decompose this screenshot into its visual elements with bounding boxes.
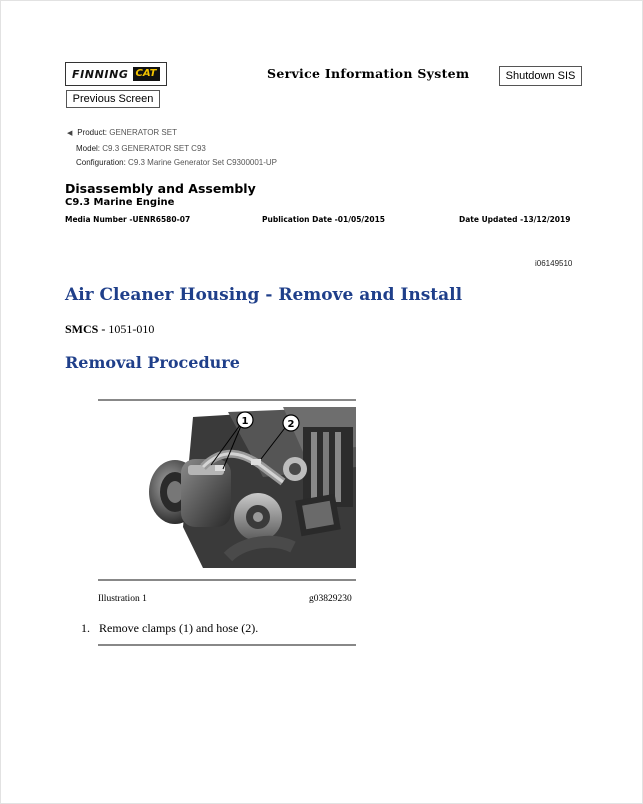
graphic-id: g03829230 bbox=[309, 594, 352, 604]
model-label: Model: bbox=[76, 143, 101, 153]
engine-photo bbox=[133, 407, 356, 568]
callout-2-label: 2 bbox=[287, 419, 295, 430]
finning-cat-logo bbox=[65, 62, 167, 86]
product-value: GENERATOR SET bbox=[109, 128, 177, 137]
engine-illustration bbox=[133, 407, 356, 568]
breadcrumb bbox=[67, 126, 277, 171]
smcs-label: SMCS - bbox=[65, 322, 106, 336]
cat-badge: CAT bbox=[133, 67, 160, 81]
product-label: Product: bbox=[77, 128, 108, 137]
publication-date: Publication Date -01/05/2015 bbox=[262, 215, 386, 224]
previous-screen-button[interactable]: Previous Screen bbox=[66, 90, 160, 108]
configuration-label: Configuration: bbox=[76, 158, 126, 167]
breadcrumb-product bbox=[67, 126, 277, 142]
back-arrow-icon[interactable]: ◀ bbox=[67, 130, 73, 137]
step-number: 1. bbox=[81, 621, 90, 635]
smcs-code bbox=[65, 322, 154, 337]
logo-text: FINNING bbox=[72, 67, 129, 81]
document-title: Disassembly and Assembly bbox=[65, 181, 256, 196]
callout-1-label: 1 bbox=[241, 416, 249, 427]
system-title: Service Information System bbox=[267, 66, 470, 81]
breadcrumb-configuration bbox=[67, 156, 277, 171]
model-value: C9.3 GENERATOR SET C93 bbox=[102, 143, 206, 153]
step-text: Remove clamps (1) and hose (2). bbox=[99, 621, 259, 635]
procedure-step bbox=[81, 621, 258, 636]
document-subtitle: C9.3 Marine Engine bbox=[65, 197, 175, 208]
illustration-caption: Illustration 1 bbox=[98, 594, 147, 604]
shutdown-sis-button[interactable]: Shutdown SIS bbox=[499, 66, 582, 86]
page-heading: Air Cleaner Housing - Remove and Install bbox=[65, 285, 463, 305]
breadcrumb-model bbox=[67, 142, 277, 157]
smcs-value: 1051-010 bbox=[108, 322, 155, 336]
illustration-bottom-rule bbox=[98, 579, 356, 581]
document-id: i06149510 bbox=[535, 259, 573, 268]
step-bottom-rule bbox=[98, 644, 356, 646]
illustration-top-rule bbox=[98, 399, 356, 401]
media-number: Media Number -UENR6580-07 bbox=[65, 215, 191, 224]
configuration-value: C9.3 Marine Generator Set C9300001-UP bbox=[128, 158, 278, 167]
date-updated: Date Updated -13/12/2019 bbox=[459, 215, 571, 224]
section-heading: Removal Procedure bbox=[65, 353, 240, 372]
